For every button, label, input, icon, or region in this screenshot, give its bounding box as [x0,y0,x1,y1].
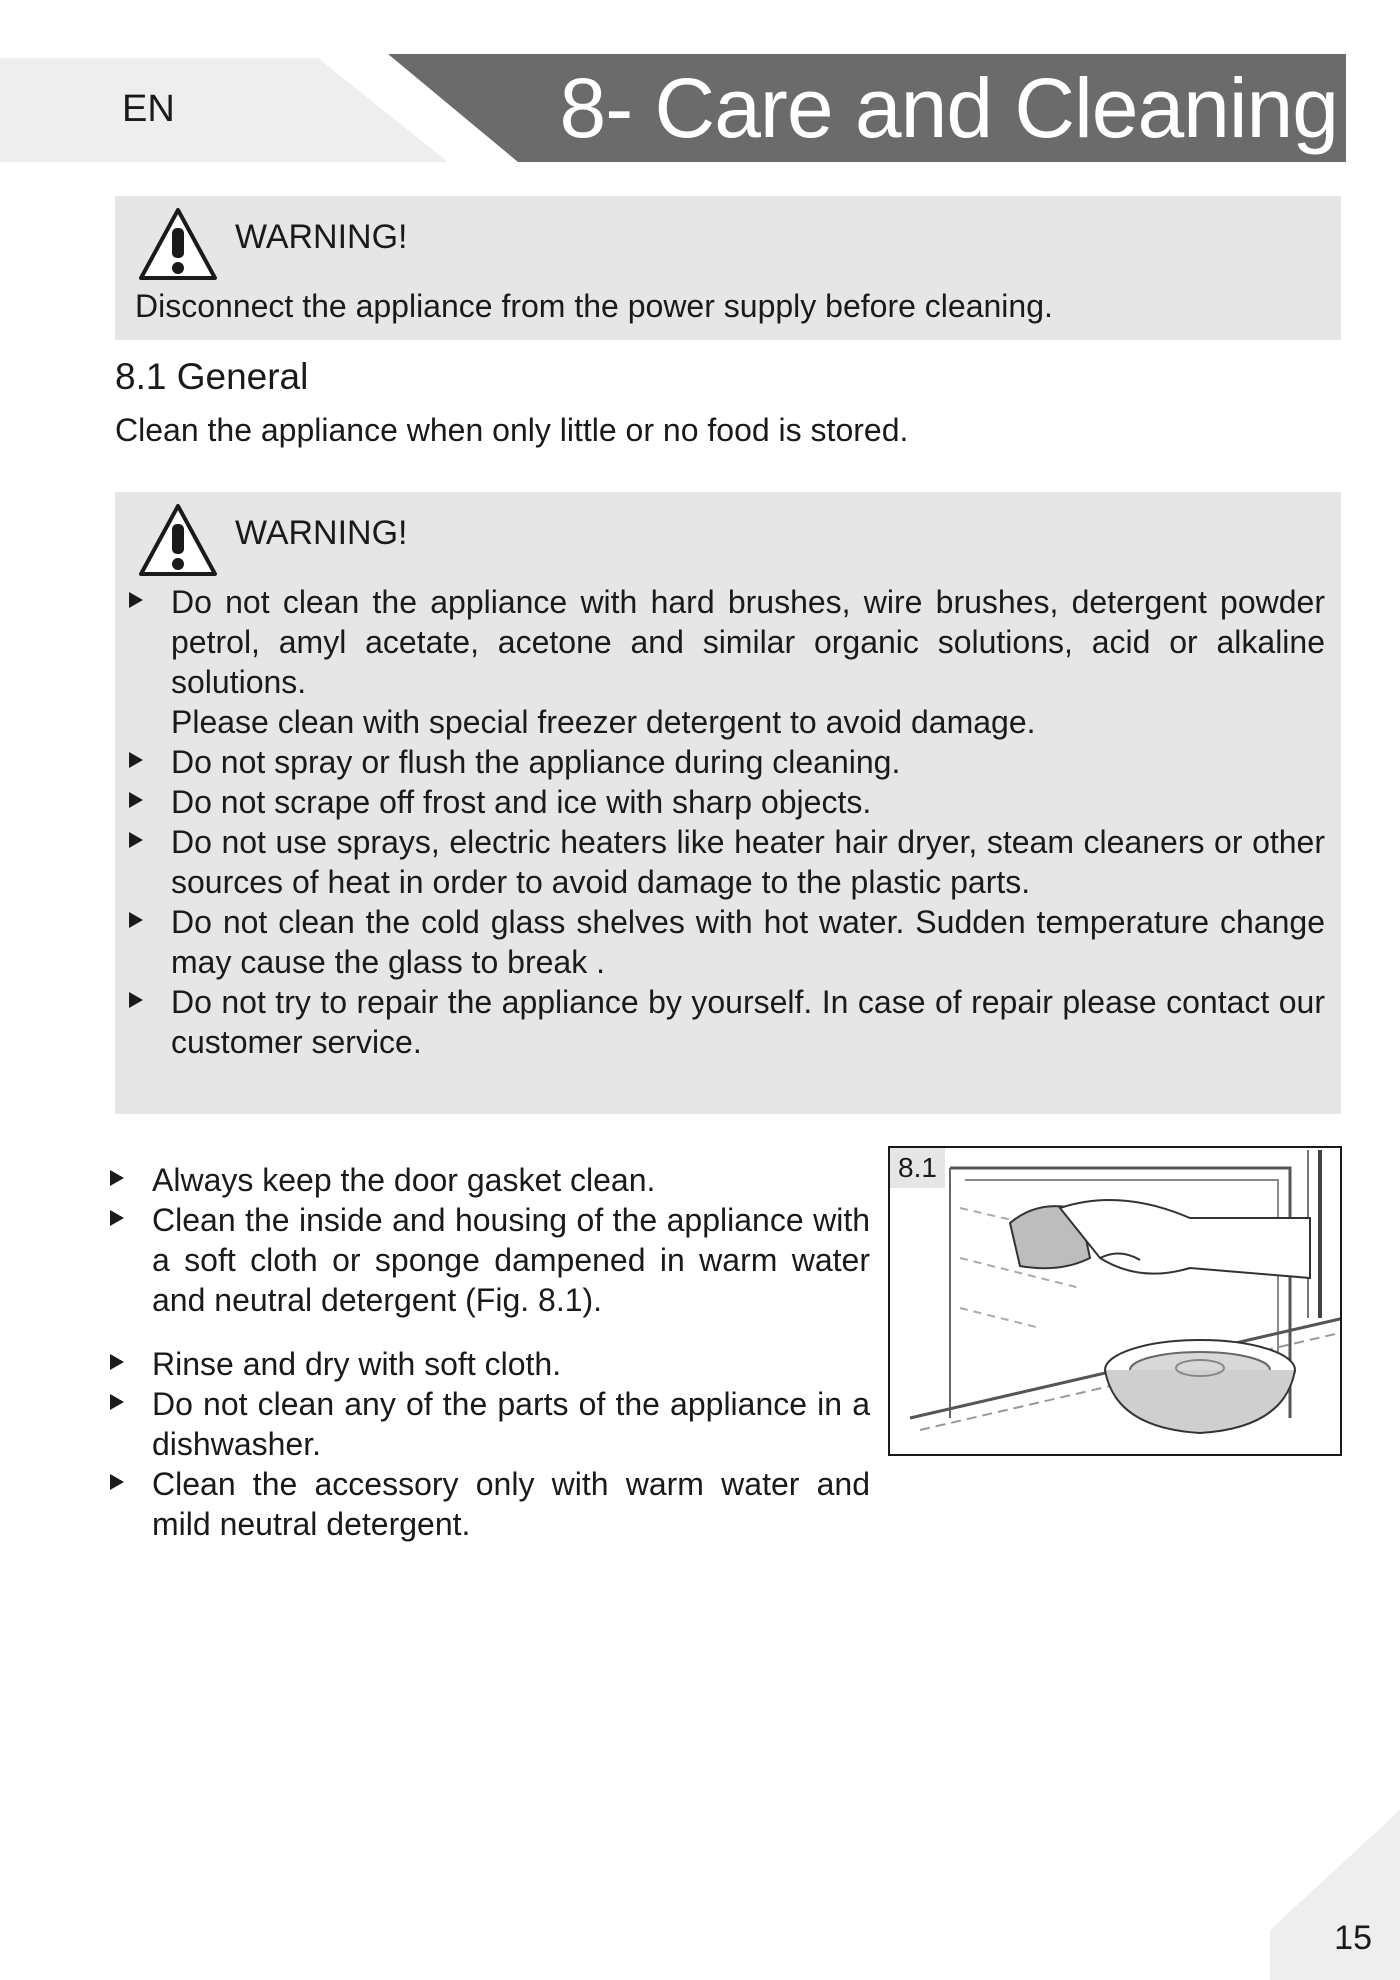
list-item-text: Always keep the door gasket clean. [152,1162,656,1198]
header-lang-tab [0,58,448,162]
bullet-arrow-icon [129,992,143,1008]
list-item [96,1384,870,1464]
list-item-text: Rinse and dry with soft cloth. [152,1346,562,1382]
list-item [115,902,1325,982]
list-item-text: Do not try to repair the appliance by yourself. In case of repair please contact our customer service. [171,984,1325,1060]
cleaning-illustration [890,1148,1342,1456]
warning-triangle-icon [137,502,219,578]
warning-heading: WARNING! [235,514,408,552]
bullet-arrow-icon [110,1354,124,1370]
chapter-title: 8- Care and Cleaning [559,61,1338,155]
list-item-text: Clean the accessory only with warm water and mild neutral detergent. [152,1466,870,1542]
list-item-text: Do not spray or flush the appliance during cleaning. [171,744,901,780]
list-item-text: Do not clean the appliance with hard brushes, wire brushes, detergent powder petrol, amyl acetate, acetone and similar organic solutions, acid or alkaline solutions. [171,584,1325,700]
bullet-arrow-icon [129,832,143,848]
warning-triangle-icon [137,206,219,282]
list-item-text: Do not scrape off frost and ice with sharp objects. [171,784,872,820]
bullet-arrow-icon [129,752,143,768]
list-item [115,742,1325,782]
section-title: 8.1 General [115,356,309,397]
list-item [96,1160,870,1200]
list-item [96,1464,870,1544]
warning-box-power [115,196,1341,340]
section-intro: Clean the appliance when only little or no food is stored. [115,412,909,448]
warning-text: Disconnect the appliance from the power supply before cleaning. [135,288,1053,324]
list-item-text: Do not use sprays, electric heaters like heater hair dryer, steam cleaners or other sources of heat in order to avoid damage to the plastic parts. [171,824,1325,900]
bullet-arrow-icon [129,592,143,608]
list-item-text: Clean the inside and housing of the appliance with a soft cloth or sponge dampened in warm water and neutral detergent (Fig. 8.1). [152,1202,870,1318]
bullet-arrow-icon [110,1210,124,1226]
figure-label: 8.1 [890,1148,945,1188]
list-item-text: Do not clean the cold glass shelves with hot water. Sudden temperature change may cause the glass to break . [171,904,1325,980]
care-list [96,1160,870,1544]
bullet-arrow-icon [110,1394,124,1410]
warning-list [115,582,1325,1062]
figure-cleaning-illustration [888,1146,1342,1456]
list-item [96,1344,870,1384]
list-item [96,1200,870,1320]
page-number: 15 [1334,1919,1372,1957]
warning-heading: WARNING! [235,218,408,256]
bullet-arrow-icon [110,1170,124,1186]
list-item [115,782,1325,822]
list-item-text: Do not clean any of the parts of the appliance in a dishwasher. [152,1386,870,1462]
list-item [115,982,1325,1062]
bullet-arrow-icon [129,912,143,928]
language-label: EN [122,88,175,130]
bullet-arrow-icon [110,1474,124,1490]
list-item [115,582,1325,742]
list-item [115,822,1325,902]
list-item-subtext: Please clean with special freezer detergent to avoid damage. [171,704,1036,740]
bullet-arrow-icon [129,792,143,808]
